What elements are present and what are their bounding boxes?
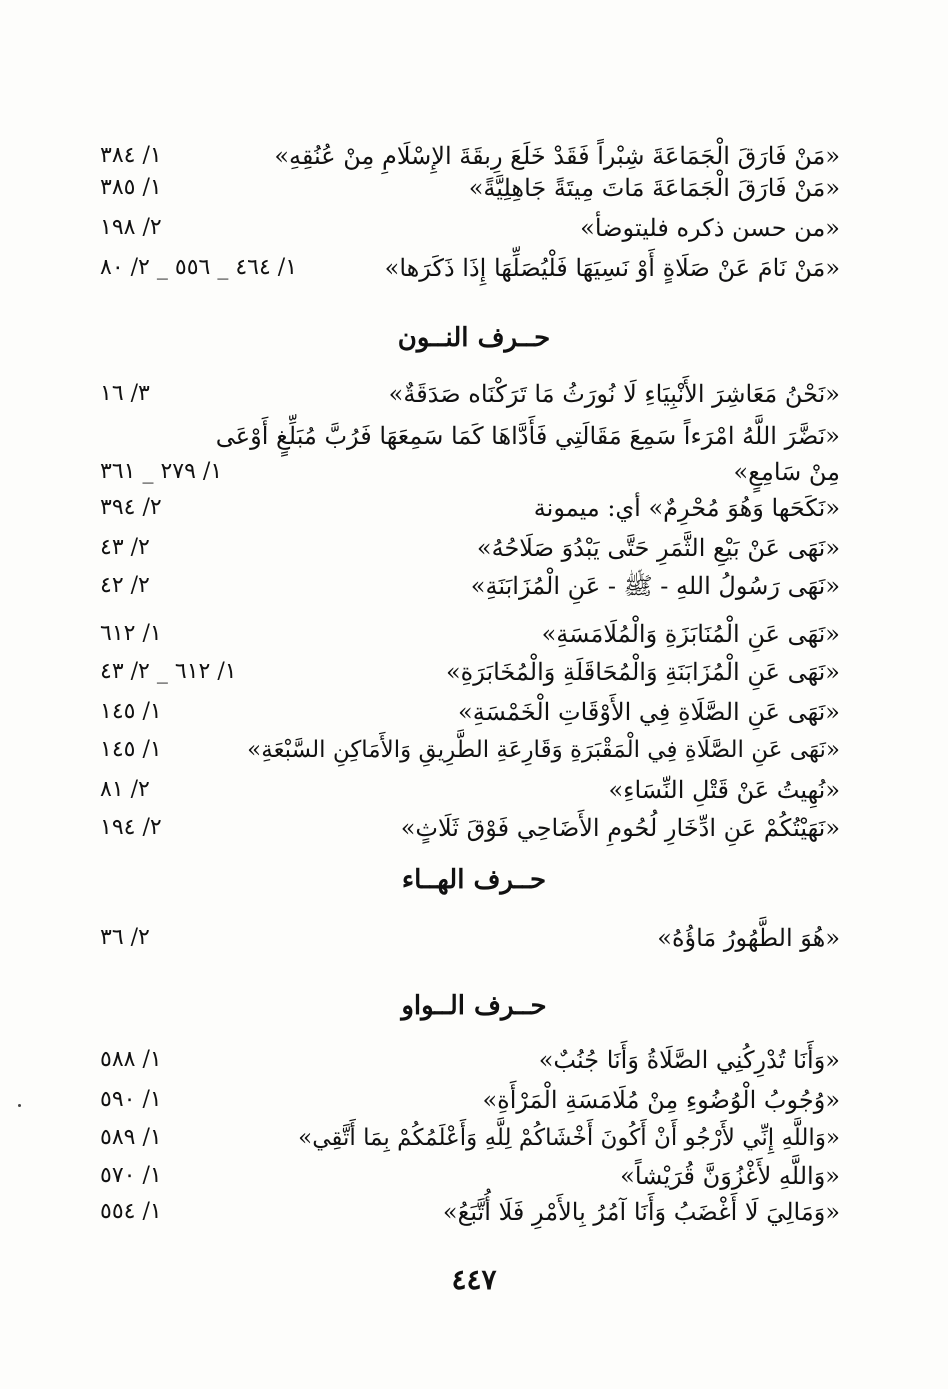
page-reference: ٢/ ١٩٨ — [100, 215, 162, 240]
page-reference: ١/ ٥٩٠ — [100, 1087, 162, 1112]
page-reference: ١/ ٥٨٩ — [100, 1125, 162, 1150]
hadith-text: «نَهَى عَنِ الْمُنَابَزَةِ وَالْمُلَامَسَةِ» — [541, 620, 840, 648]
index-entry — [100, 1080, 840, 1120]
page-reference: ٢/ ٤٣ — [100, 535, 150, 560]
hadith-text: «نَهَى عَنِ الْمُزَابَنَةِ وَالْمُحَاقَلَةِ وَالْمُخَابَرَةِ» — [445, 658, 840, 686]
page-reference: ٢/ ٣٦ — [100, 925, 150, 950]
index-entry — [100, 692, 840, 732]
index-entry — [100, 248, 840, 288]
hadith-text: «نَضَّرَ اللَّهُ امْرَءاً سَمِعَ مَقَالَتِي فَأَدَّاهَا كَمَا سَمِعَهَا فَرُبَّ مُبَلِّغٍ أَوْعَى — [215, 422, 840, 450]
page-reference: ٢/ ١٩٤ — [100, 815, 162, 840]
index-entry — [100, 374, 840, 414]
index-entry — [100, 730, 840, 770]
page-reference: ٢/ ٨١ — [100, 777, 150, 802]
hadith-text: «وُجُوبُ الْوُضُوءِ مِنْ مُلَامَسَةِ الْمَرْأَةِ» — [482, 1086, 840, 1114]
hadith-text: «وَاللَّهِ إِنِّي لأَرْجُو أَنْ أَكُونَ أَخْشَاكُمْ لِلَّهِ وَأَعْلَمُكُمْ بِمَا أَتَّقِي» — [298, 1125, 840, 1151]
hadith-text-continuation: مِنْ سَامِعٍ» — [733, 458, 840, 486]
index-entry — [100, 528, 840, 568]
hadith-text: «نَهَى عَنِ الصَّلَاةِ فِي الْمَقْبَرَةِ وَقَارِعَةِ الطَّرِيقِ وَالأَمَاكِنِ السَّبْعَةِ» — [247, 737, 840, 763]
index-entry — [100, 1118, 840, 1158]
index-entry — [100, 770, 840, 810]
hadith-text: «نَهَى عَنِ الصَّلَاةِ فِي الأَوْقَاتِ الْخَمْسَةِ» — [458, 698, 840, 726]
hadith-text: «نُهِيتُ عَنْ قَتْلِ النِّسَاءِ» — [608, 776, 840, 804]
hadith-text: «وَاللَّهِ لأَغْزُوَنَّ قُرَيْشاً» — [620, 1162, 840, 1190]
page-reference: ١/ ٢٧٩ _ ٣٦١ — [100, 459, 223, 484]
margin-mark — [18, 1104, 21, 1107]
page-reference: ١/ ٦١٢ — [100, 621, 162, 646]
index-entry — [100, 1192, 840, 1232]
section-heading-haa: حــرف الهــاء — [401, 865, 547, 895]
index-entry — [100, 918, 840, 958]
page-reference: ١/ ٥٥٤ — [100, 1199, 162, 1224]
index-entry — [100, 652, 840, 692]
hadith-text: «نَهَى رَسُولُ اللهِ - ﷺ - عَنِ الْمُزَابَنَةِ» — [470, 572, 840, 600]
index-entry — [100, 1040, 840, 1080]
page-reference: ١/ ١٤٥ — [100, 699, 162, 724]
page-reference: ٢/ ٣٩٤ — [100, 495, 162, 520]
page-reference: ١/ ١٤٥ — [100, 737, 162, 762]
hadith-text: «مَنْ نَامَ عَنْ صَلَاةٍ أَوْ نَسِيَهَا فَلْيُصَلِّهَا إِذَا ذَكَرَها» — [384, 254, 840, 282]
index-entry — [100, 208, 840, 248]
index-entry — [100, 488, 840, 528]
hadith-text: «مَنْ فَارَقَ الْجَمَاعَةَ شِبْراً فَقَدْ خَلَعَ رِبقَةَ الإِسْلَامِ مِنْ عُنُقِهِ» — [274, 142, 840, 170]
hadith-text: «نَكَحَها وَهُوَ مُحْرِمٌ» أي: ميمونة — [533, 494, 840, 522]
index-entry — [100, 614, 840, 654]
hadith-text: «وَمَالِيَ لَا أَغْضَبُ وَأَنَا آمُرُ بِالأَمْرِ فَلَا أُتَّبَعُ» — [442, 1198, 840, 1226]
index-entry — [100, 168, 840, 208]
hadith-text: «نَهَى عَنْ بَيْعِ الثَّمَرِ حَتَّى يَبْدُوَ صَلَاحُهُ» — [476, 534, 840, 562]
page-number: ٤٤٧ — [451, 1263, 497, 1296]
page-reference: ٣/ ١٦ — [100, 381, 150, 406]
hadith-text: «نَهَيْتُكُمْ عَنِ ادِّخَارِ لُحُومِ الأَضَاحِي فَوْقَ ثَلَاثٍ» — [400, 814, 840, 842]
index-entry — [100, 416, 840, 456]
index-entry — [100, 1156, 840, 1196]
page-reference: ١/ ٣٨٥ — [100, 175, 162, 200]
index-entry-continuation — [100, 452, 840, 492]
page-reference: ١/ ٤٦٤ _ ٥٥٦ _ ٢/ ٨٠ — [100, 255, 298, 280]
hadith-text: «وَأَنَا تُدْرِكُنِي الصَّلَاةُ وَأَنَا جُنُبٌ» — [538, 1046, 840, 1074]
page-reference: ١/ ٦١٢ _ ٢/ ٤٣ — [100, 659, 237, 684]
section-heading-waw: حــرف الــواو — [401, 991, 547, 1021]
hadith-text: «هُوَ الطَّهُورُ مَاؤُهُ» — [657, 924, 840, 952]
section-heading-noon: حــرف النــون — [397, 323, 551, 353]
page-reference: ١/ ٥٨٨ — [100, 1047, 162, 1072]
index-entry — [100, 808, 840, 848]
hadith-text: «نَحْنُ مَعَاشِرَ الأَنْبِيَاءِ لَا نُورَثُ مَا تَرَكْنَاه صَدَقَةٌ» — [388, 380, 840, 408]
hadith-text: «من حسن ذكره فليتوضأ» — [580, 214, 840, 242]
page-reference: ١/ ٥٧٠ — [100, 1163, 162, 1188]
hadith-text: «مَنْ فَارَقَ الْجَمَاعَةَ مَاتَ مِيتَةً جَاهِلِيَّةً» — [468, 174, 840, 202]
index-entry — [100, 566, 840, 606]
page-reference: ١/ ٣٨٤ — [100, 143, 162, 168]
page-reference: ٢/ ٤٢ — [100, 573, 150, 598]
